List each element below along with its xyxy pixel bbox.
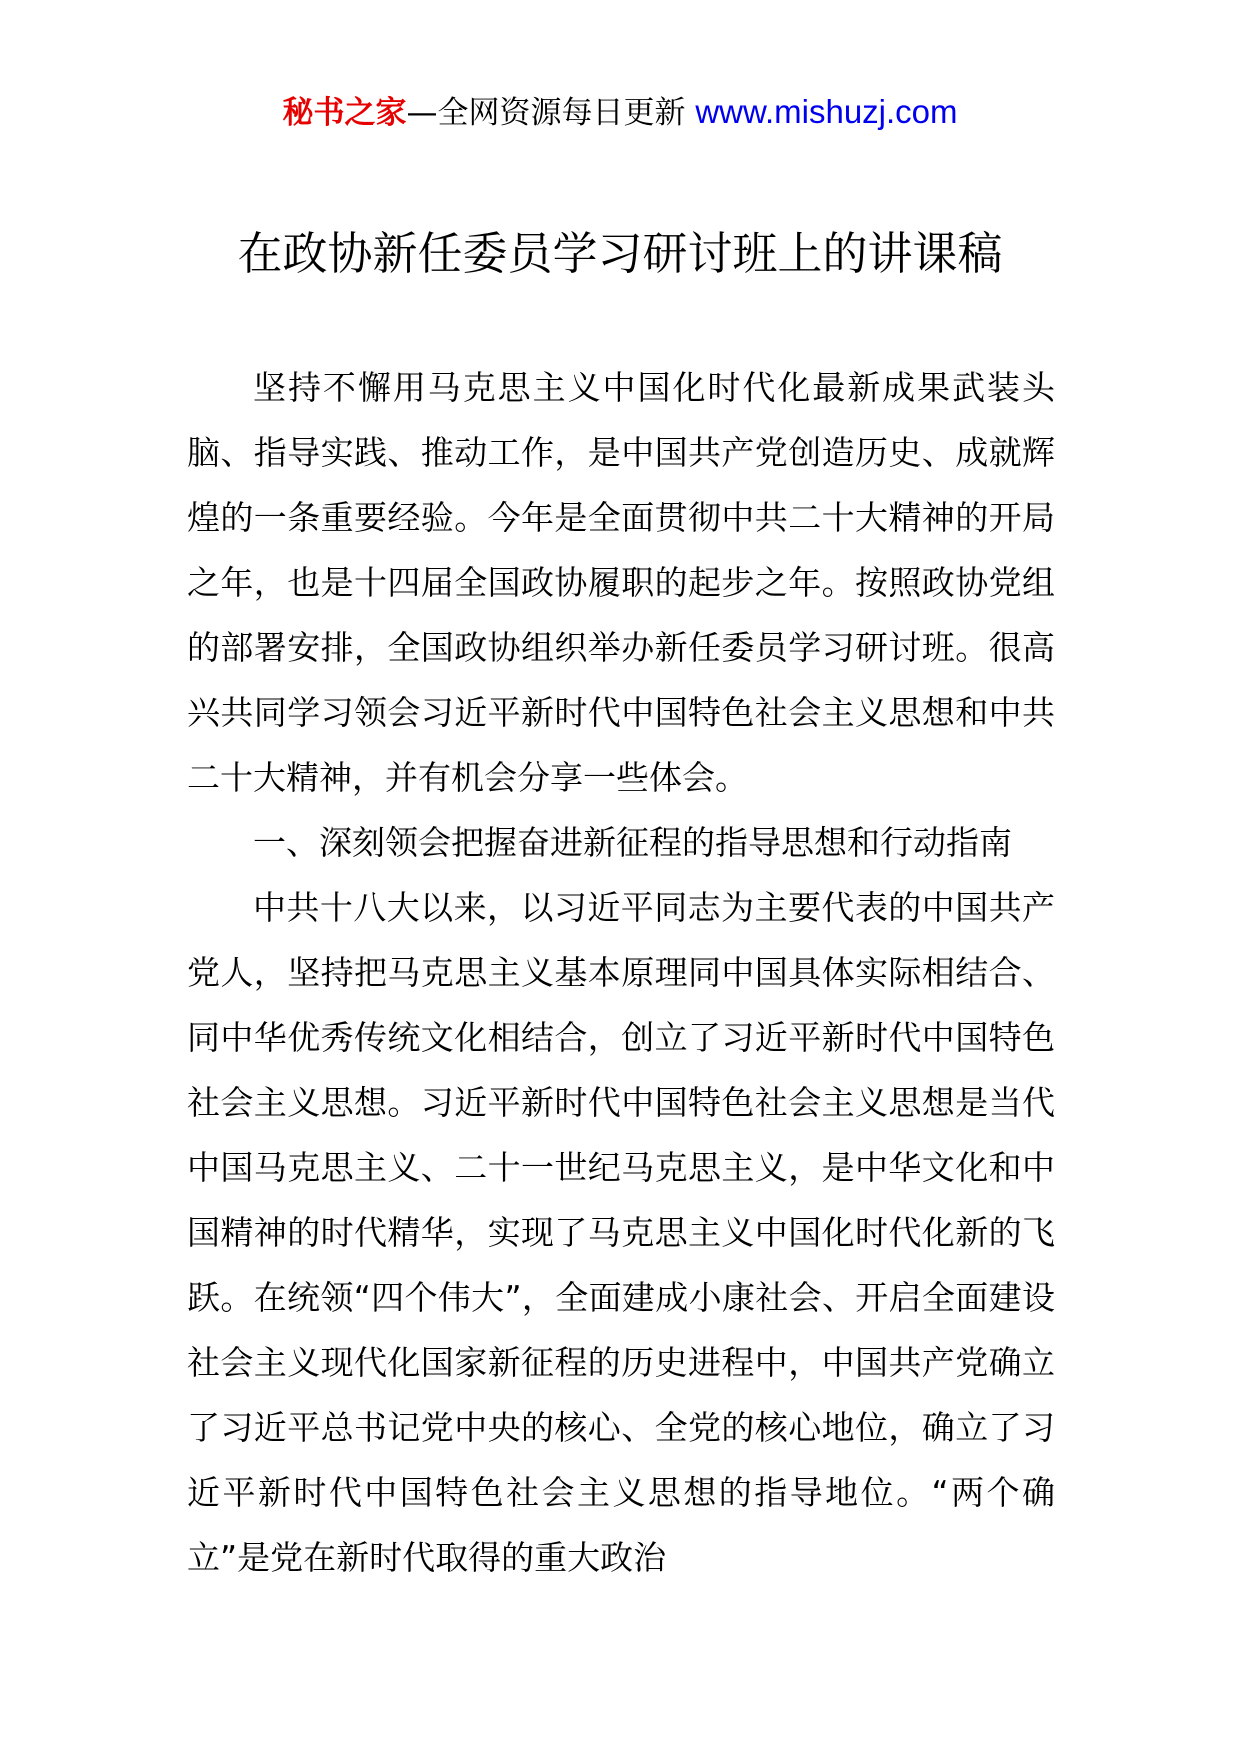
paragraph-section-1: 中共十八大以来，以习近平同志为主要代表的中国共产党人，坚持把马克思主义基本原理同中国具体实际相结合、同中华优秀传统文化相结合，创立了习近平新时代中国特色社会主义思想。习近平新时代中国特色社会主义思想是当代中国马克思主义、二十一世纪马克思主义，是中华文化和中国精神的时代精华，实现了马克思主义中国化时代化新的飞跃。在统领“四个伟大”，全面建成小康社会、开启全面建设社会主义现代化国家新征程的历史进程中，中国共产党确立了习近平总书记党中央的核心、全党的核心地位，确立了习近平新时代中国特色社会主义思想的指导地位。“两个确立”是党在新时代取得的重大政治 <box>187 888 1055 1577</box>
brand-name: 秘书之家 <box>282 95 407 131</box>
section-heading-1: 一、深刻领会把握奋进新征程的指导思想和行动指南 <box>253 823 1012 862</box>
document-title: 在政协新任委员学习研讨班上的讲课稿 <box>237 227 1003 280</box>
paragraph-intro: 坚持不懈用马克思主义中国化时代化最新成果武装头脑、指导实践、推动工作，是中国共产党创造历史、成就辉煌的一条重要经验。今年是全面贯彻中共二十大精神的开局之年，也是十四届全国政协履职的起步之年。按照政协党组的部署安排，全国政协组织举办新任委员学习研讨班。很高兴共同学习领会习近平新时代中国特色社会主义思想和中共二十大精神，并有机会分享一些体会。 <box>187 368 1055 797</box>
site-header <box>0 92 1240 133</box>
site-url-link[interactable]: www.mishuzj.com <box>695 93 958 130</box>
document-body <box>187 355 1055 1590</box>
header-slogan: —全网资源每日更新 <box>406 95 686 131</box>
